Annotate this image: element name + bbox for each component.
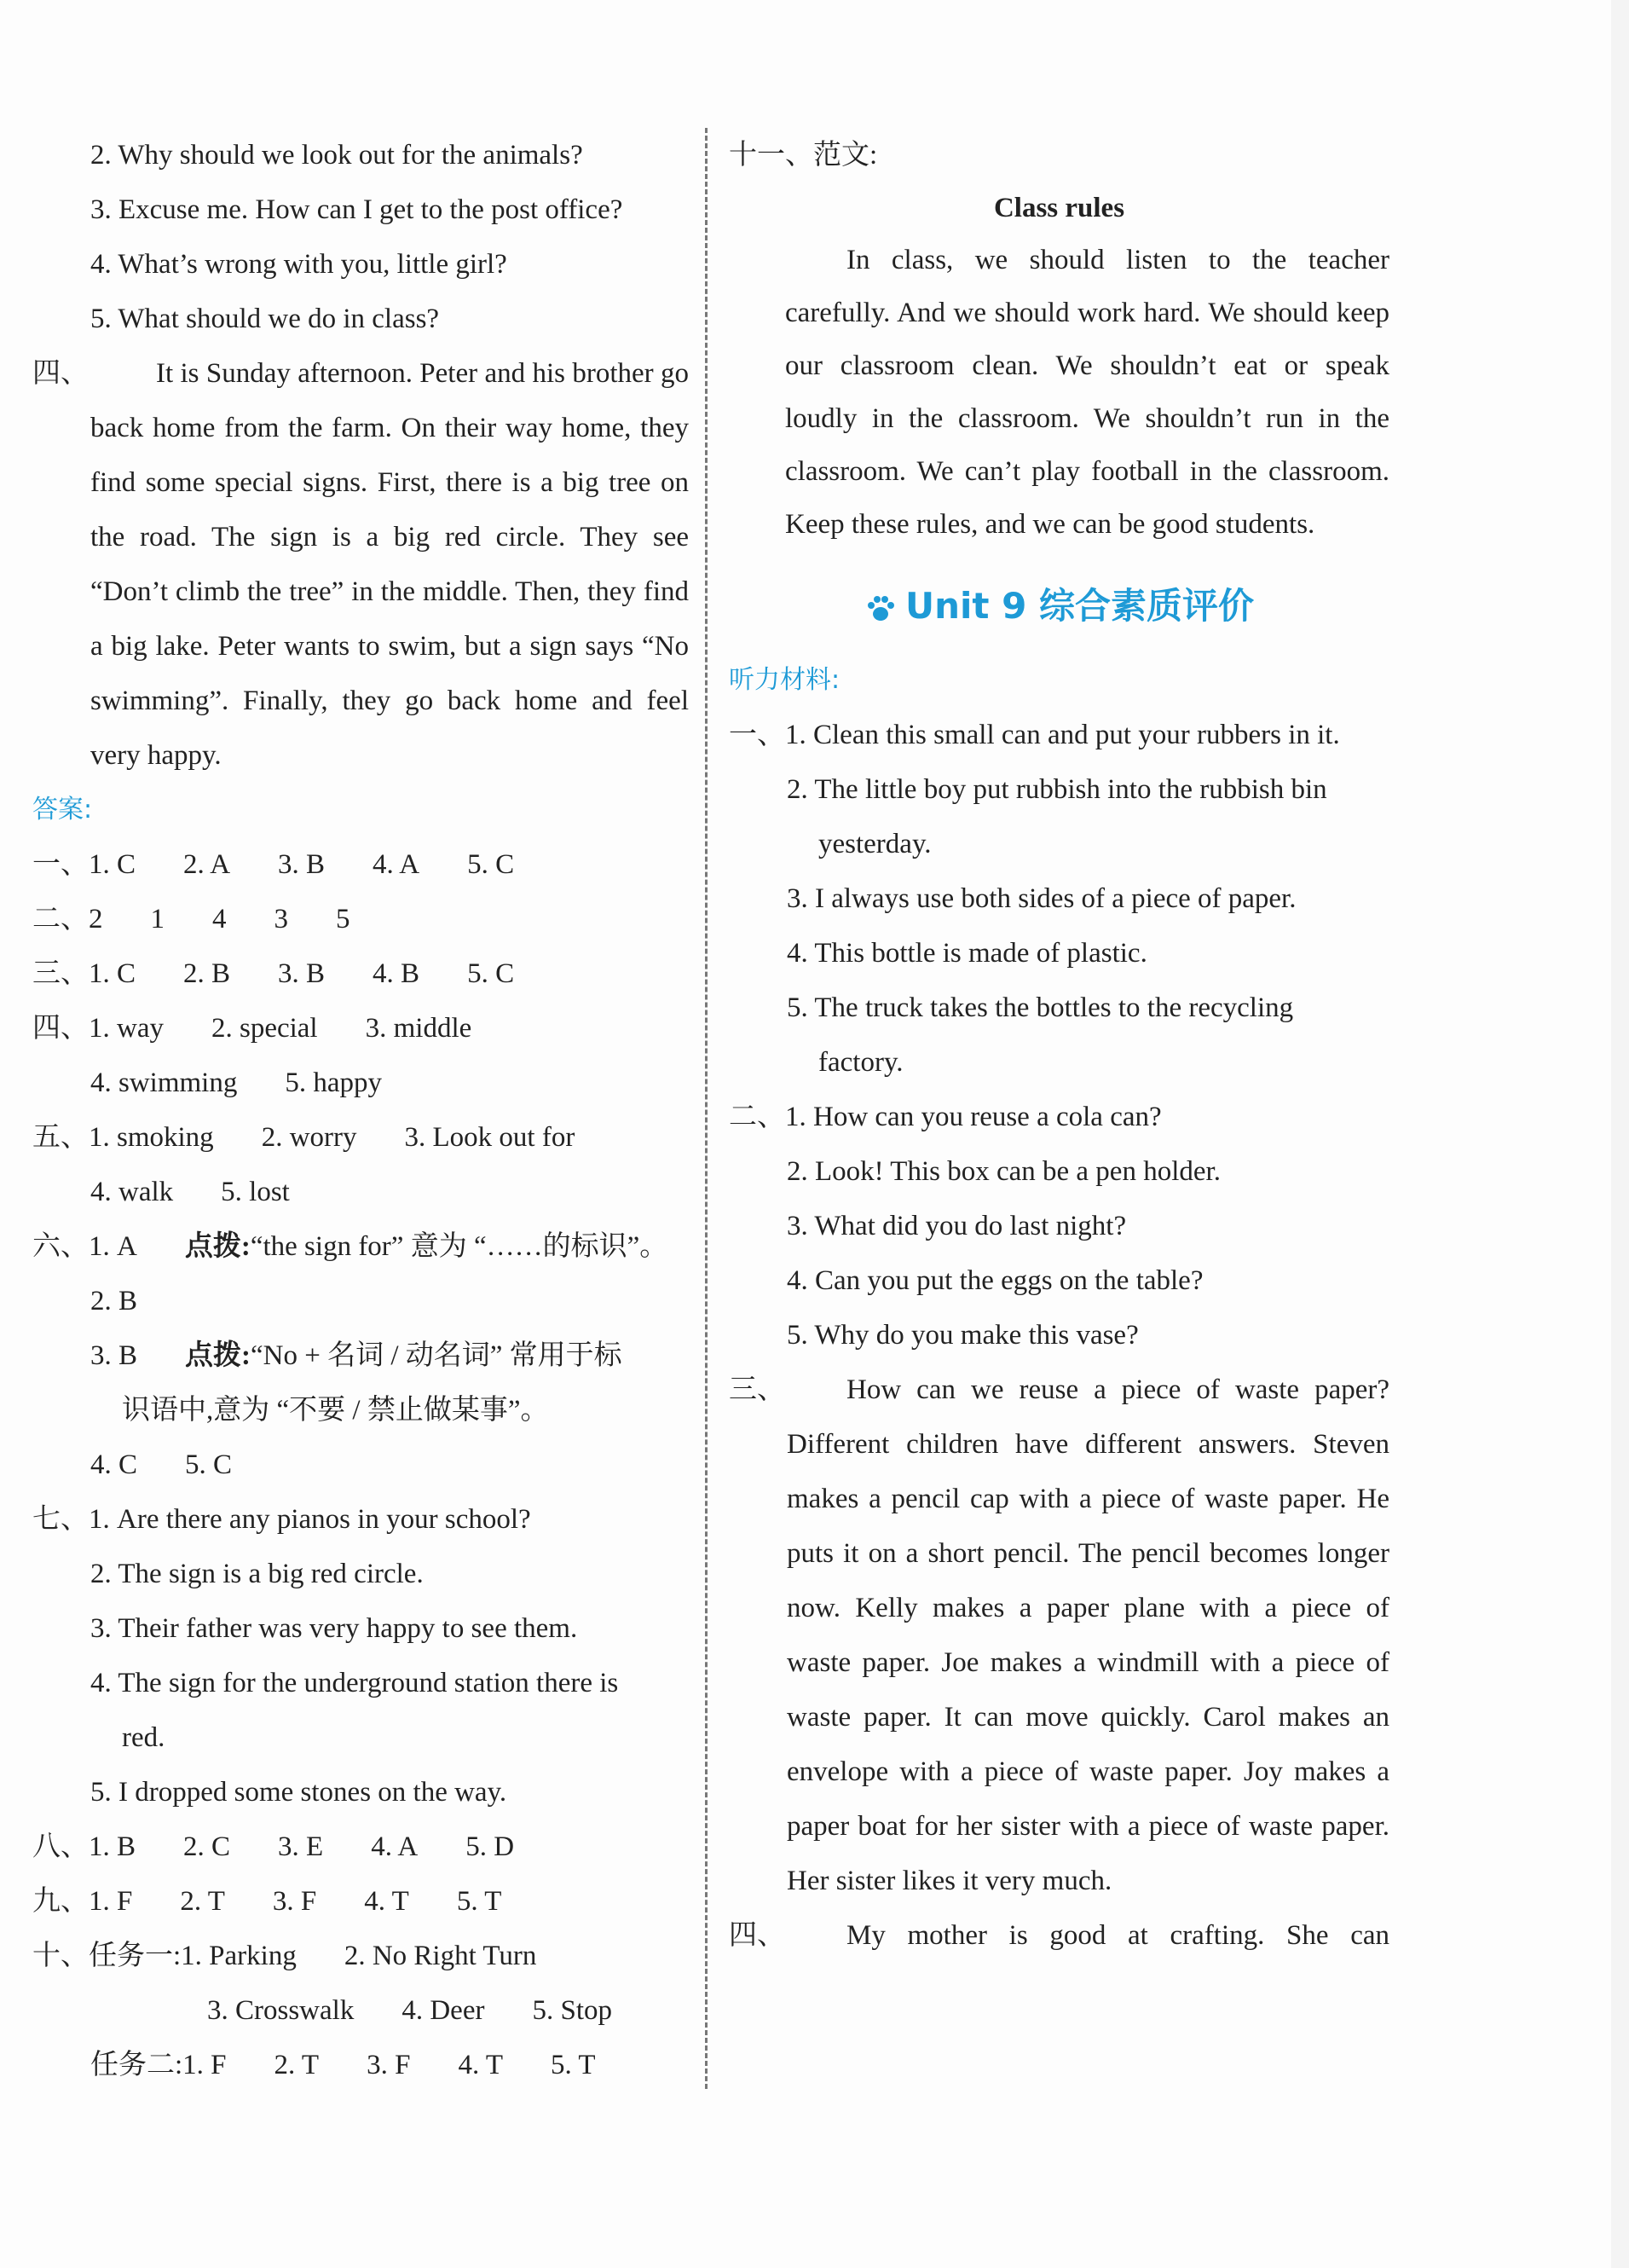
answer-row-5b [32, 1165, 689, 1219]
listening-item: 5. Why do you make this vase? [787, 1320, 1139, 1351]
answer-item: 5. T [551, 2050, 596, 2080]
section-label: 一、 [32, 849, 89, 880]
tip-label: 点拨: [184, 1231, 251, 1262]
answer-row-7 [32, 1492, 689, 1547]
section-label: 一、 [729, 720, 785, 750]
answer-item: 3. F [272, 1886, 317, 1917]
answer-item: 3. E [278, 1831, 324, 1862]
answer-item: 1. F [182, 2050, 227, 2080]
answer-item: 2. A [183, 849, 231, 880]
section-label: 六、 [32, 1231, 89, 1262]
answer-item: 4. Deer [401, 1995, 485, 2026]
answer-item: 2. worry [261, 1122, 357, 1153]
answer-row-9 [32, 1874, 689, 1929]
question-line: 4. What’s wrong with you, little girl? [90, 249, 507, 280]
answer-item: 5 [336, 904, 350, 934]
answer-item: 4. A [373, 849, 420, 880]
answer-item: 3. B [278, 849, 326, 880]
answer-row-1 [32, 837, 689, 892]
answer-item: 3. B [278, 958, 326, 989]
answer-item: 4. swimming [90, 1067, 238, 1098]
answer-item: 2. B [183, 958, 231, 989]
answer-item: 2. special [211, 1013, 318, 1044]
answer-item: 2 [89, 904, 103, 934]
answer-row-10c [32, 2038, 689, 2092]
listening-item: 2. Look! This box can be a pen holder. [787, 1156, 1221, 1187]
tip-label: 点拨: [185, 1340, 251, 1371]
listening-item: 4. This bottle is made of plastic. [787, 938, 1147, 969]
section-label: 二、 [32, 904, 89, 934]
paw-icon [864, 593, 897, 625]
answer-item: 4 [212, 904, 227, 934]
section-label: 二、 [729, 1102, 785, 1132]
answer-row-3 [32, 946, 689, 1001]
section-label: 五、 [32, 1122, 89, 1153]
answer-item: 3. middle [365, 1013, 472, 1044]
answer-item: 4. T [458, 2050, 504, 2080]
answer-item: 2. C [183, 1831, 231, 1862]
answer-row-6c [32, 1328, 689, 1383]
answer-item: 2. T [180, 1886, 225, 1917]
answer-item: 5. Stop [532, 1995, 612, 2026]
listening-item-cont: yesterday. [818, 829, 932, 859]
answer-item-cont: red. [122, 1722, 165, 1753]
answer-item: 4. walk [90, 1177, 174, 1207]
listening-row [729, 708, 1389, 762]
listening-row [729, 1090, 1389, 1144]
passage-text: My mother is good at crafting. She can [846, 1920, 1389, 1951]
section-label: 九、 [32, 1886, 89, 1917]
answer-item: 5. C [467, 958, 515, 989]
answer-row-8 [32, 1820, 689, 1874]
tip-text: “the sign for” 意为 “……的标识”。 [250, 1231, 668, 1262]
listening-item: 2. The little boy put rubbish into the rubbish bin [787, 774, 1327, 805]
question-line: 5. What should we do in class? [90, 304, 440, 334]
essay-title: Class rules [993, 193, 1125, 223]
answer-item: 1. C [89, 849, 136, 880]
listening-item: 3. I always use both sides of a piece of paper. [787, 883, 1297, 914]
listening-item: 3. What did you do last night? [787, 1211, 1127, 1241]
listening-item-cont: factory. [818, 1047, 904, 1078]
answer-row-5 [32, 1110, 689, 1165]
answer-row-10b [32, 1983, 689, 2038]
listening-item: 5. The truck takes the bottles to the recycling [787, 992, 1294, 1023]
answer-item: 3. B [90, 1340, 138, 1371]
section-label: 四、 [32, 358, 89, 389]
listening-item: 1. How can you reuse a cola can? [785, 1102, 1162, 1132]
section-label: 四、 [32, 1013, 89, 1044]
listening-passage-four [729, 1908, 1389, 1963]
left-column [32, 128, 689, 2092]
answer-item: 5. C [185, 1449, 233, 1480]
answer-item: 3. Crosswalk [207, 1995, 355, 2026]
answer-item: 3. Their father was very happy to see them. [90, 1613, 578, 1644]
answer-item: 2. No Right Turn [344, 1941, 537, 1971]
answer-item: 5. I dropped some stones on the way. [90, 1777, 507, 1808]
section-label: 十、 [32, 1941, 89, 1971]
listening-item: 1. Clean this small can and put your rubbers in it. [785, 720, 1340, 750]
answer-item: 2. B [90, 1286, 138, 1316]
answer-item: 4. A [371, 1831, 419, 1862]
answer-row-6d [32, 1438, 689, 1492]
task-label: 任务一: [89, 1941, 182, 1971]
answer-item: 5. T [456, 1886, 502, 1917]
section-label: 三、 [729, 1374, 785, 1405]
answer-item: 5. C [467, 849, 515, 880]
question-line: 2. Why should we look out for the animals? [90, 140, 583, 171]
section-label: 七、 [32, 1504, 89, 1535]
listening-item: 4. Can you put the eggs on the table? [787, 1265, 1204, 1296]
answer-item: 1. A [89, 1231, 137, 1262]
answer-item: 1. way [89, 1013, 164, 1044]
answer-item: 1. Are there any pianos in your school? [89, 1504, 531, 1535]
answer-item: 3 [274, 904, 288, 934]
answer-item: 5. happy [285, 1067, 383, 1098]
answer-item: 2. T [274, 2050, 320, 2080]
passage-text: It is Sunday afternoon. Peter and his brother go back home from the farm. On their way home, they find some special signs. First, there is a big tree on the road. The sign is a big red circle. They see “Don’t climb the tree” in the middle. Then, they find a big lake. Peter wants to swim, but a sign says “No swimming”. Finally, they go back home and feel very happy. [90, 358, 689, 771]
passage-four [32, 346, 689, 783]
unit-title [729, 559, 1389, 653]
answer-row-10 [32, 1929, 689, 1983]
answer-row-4 [32, 1001, 689, 1056]
answer-item: 4. C [90, 1449, 138, 1480]
passage-text: How can we reuse a piece of waste paper? Different children have different answers. Steven makes a pencil cap with a piece of waste paper. He puts it on a short pencil. The pencil becomes longer now. Kelly makes a paper plane with a piece of waste paper. Joe makes a windmill with a piece of waste paper. It can move quickly. Carol makes an envelope with a piece of waste paper. Joy makes a paper boat for her sister with a piece of waste paper. Her sister likes it very much. [787, 1374, 1389, 1896]
task-label: 任务二: [90, 2050, 183, 2080]
answer-item: 5. D [465, 1831, 515, 1862]
answer-item: 4. B [373, 958, 420, 989]
answer-item: 1. F [89, 1886, 133, 1917]
answer-row-6b [32, 1274, 689, 1328]
question-line: 3. Excuse me. How can I get to the post office? [90, 194, 623, 225]
answer-item: 3. Look out for [404, 1122, 575, 1153]
column-divider [705, 128, 708, 2089]
answer-item: 3. F [367, 2050, 411, 2080]
right-column [729, 128, 1389, 1963]
answer-item: 1 [150, 904, 165, 934]
answers-heading: 答案: [32, 795, 93, 824]
answer-item: 2. The sign is a big red circle. [90, 1559, 424, 1589]
answer-item: 4. The sign for the underground station there is [90, 1668, 619, 1698]
listening-heading: 听力材料: [729, 665, 840, 695]
answer-row-4b [32, 1056, 689, 1110]
essay-text: In class, we should listen to the teacher carefully. And we should work hard. We should keep our classroom clean. We shouldn’t eat or speak loudly in the classroom. We shouldn’t run in the classroom. We can’t play football in the classroom. Keep these rules, and we can be good students. [785, 245, 1389, 540]
answer-item: 1. B [89, 1831, 136, 1862]
section-label: 十一、范文: [729, 140, 878, 171]
section-label: 八、 [32, 1831, 89, 1862]
answer-row-6c-cont: 识语中,意为 “不要 / 禁止做某事”。 [122, 1395, 549, 1426]
answer-item: 1. smoking [89, 1122, 214, 1153]
answer-item: 1. C [89, 958, 136, 989]
answer-row-6 [32, 1219, 689, 1274]
answer-item: 1. Parking [181, 1941, 297, 1971]
unit-title-text: Unit 9 综合素质评价 [905, 585, 1254, 627]
section-label: 四、 [729, 1920, 785, 1951]
answer-row-2 [32, 892, 689, 946]
listening-passage-three [729, 1363, 1389, 1908]
tip-text: “No + 名词 / 动名词” 常用于标 [251, 1340, 622, 1371]
answer-item: 4. T [364, 1886, 409, 1917]
answer-item: 5. lost [221, 1177, 290, 1207]
section-label: 三、 [32, 958, 89, 989]
